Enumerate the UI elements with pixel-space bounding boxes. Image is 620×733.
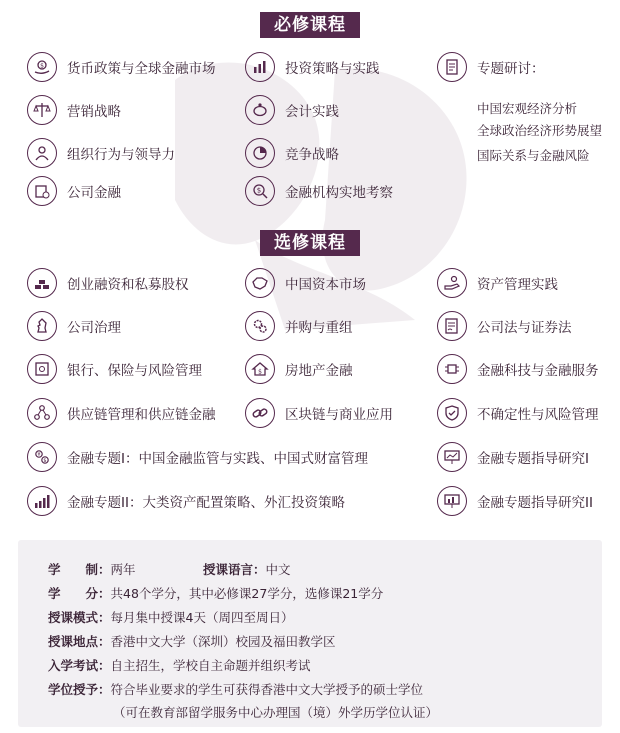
elective-courses-title: 选修课程: [260, 230, 360, 256]
course-label: 营销战略: [67, 104, 121, 120]
info-value: 每月集中授课4天（周四至周日）: [110, 610, 294, 625]
info-value: 中文: [265, 562, 291, 577]
contract-icon: [437, 311, 467, 341]
svg-text:¥: ¥: [37, 452, 41, 458]
china-map-icon: [245, 268, 275, 298]
course-label: 金融专题I：中国金融监管与实践、中国式财富管理: [67, 451, 368, 467]
info-label: 授课语言：: [203, 562, 266, 577]
course-monetary-policy: [27, 51, 216, 83]
info-degree: [48, 680, 423, 698]
course-marketing: [27, 94, 121, 126]
svg-text:$: $: [258, 368, 262, 376]
course-label: 银行、保险与风险管理: [67, 363, 202, 379]
course-label: 金融科技与金融服务: [477, 363, 599, 379]
course-label: 公司金融: [67, 185, 121, 201]
course-uncertainty-risk: [437, 397, 599, 429]
course-blockchain: [245, 397, 393, 429]
house-dollar-icon: [245, 354, 275, 384]
course-label: 投资策略与实践: [285, 61, 380, 77]
course-governance: [27, 310, 121, 342]
topic-item: 全球政治经济形势展望: [477, 123, 603, 138]
info-value: 符合毕业要求的学生可获得香港中文大学授予的硕士学位: [110, 682, 424, 697]
chess-knight-icon: [27, 311, 57, 341]
chain-link-icon: [245, 398, 275, 428]
info-duration: [48, 560, 136, 578]
gold-bars-icon: [27, 268, 57, 298]
info-value: 自主招生，学校自主命题并组织考试: [110, 658, 311, 673]
info-value: 香港中文大学（深圳）校园及福田教学区: [110, 634, 336, 649]
hand-coins-icon: [437, 268, 467, 298]
shield-check-icon: [437, 398, 467, 428]
course-label: 公司治理: [67, 320, 121, 336]
network-icon: [27, 398, 57, 428]
money-hand-icon: [27, 52, 57, 82]
bill-icon: [27, 176, 57, 206]
gears-icon: [245, 311, 275, 341]
info-value: 共48个学分，其中必修课27学分，选修课21学分: [110, 586, 384, 601]
course-corporate-law: [437, 310, 572, 342]
course-investment-strategy: [245, 51, 380, 83]
course-china-capital: [245, 267, 366, 299]
document-icon: [437, 52, 467, 82]
course-supply-chain: [27, 397, 216, 429]
course-label: 资产管理实践: [477, 277, 558, 293]
course-accounting: [245, 94, 339, 126]
info-location: [48, 632, 336, 650]
course-organizational-behavior: [27, 137, 175, 169]
info-degree-note: （可在教育部留学服务中心办理国（境）外学历学位认证）: [113, 705, 439, 720]
info-label: 学 制：: [48, 562, 111, 577]
presentation-icon: [437, 442, 467, 472]
info-label: 入学考试：: [48, 658, 111, 673]
course-asset-management: [437, 267, 558, 299]
course-label: 金融机构实地考察: [285, 185, 393, 201]
course-label: 金融专题指导研究II: [477, 495, 593, 511]
course-label: 供应链管理和供应链金融: [67, 407, 216, 423]
course-label: 货币政策与全球金融市场: [67, 61, 216, 77]
info-admission: [48, 656, 311, 674]
course-banking-insurance: [27, 353, 202, 385]
info-label: 授课模式：: [48, 610, 111, 625]
program-info-panel: [18, 540, 602, 727]
topic-item: 国际关系与金融风险: [477, 148, 590, 163]
course-finance-topic-1: [27, 441, 368, 473]
person-icon: [27, 138, 57, 168]
course-guided-research-2: [437, 485, 593, 517]
course-label: 房地产金融: [285, 363, 353, 379]
course-label: 公司法与证券法: [477, 320, 572, 336]
pie-chart-icon: [245, 138, 275, 168]
svg-text:$: $: [43, 458, 47, 464]
info-credits: [48, 584, 383, 602]
info-language: [203, 560, 291, 578]
info-label: 学 分：: [48, 586, 111, 601]
safe-icon: [27, 354, 57, 384]
info-value: 两年: [110, 562, 136, 577]
course-real-estate: [245, 353, 353, 385]
growth-bars-icon: [27, 486, 57, 516]
course-label: 会计实践: [285, 104, 339, 120]
svg-text:$: $: [256, 186, 262, 195]
scale-icon: [27, 95, 57, 125]
course-label: 专题研讨：: [477, 61, 545, 77]
info-label: 授课地点：: [48, 634, 111, 649]
dollar-magnifier-icon: [245, 176, 275, 206]
piggy-bank-icon: [245, 95, 275, 125]
course-competitive-strategy: [245, 137, 339, 169]
course-label: 金融专题指导研究I: [477, 451, 589, 467]
circuit-icon: [437, 354, 467, 384]
course-venture-pe: [27, 267, 189, 299]
course-label: 并购与重组: [285, 320, 353, 336]
course-corporate-finance: [27, 175, 121, 207]
course-label: 组织行为与领导力: [67, 147, 175, 163]
course-guided-research-1: [437, 441, 589, 473]
course-fintech: [437, 353, 599, 385]
course-ma: [245, 310, 353, 342]
course-finance-topic-2: [27, 485, 345, 517]
svg-text:$: $: [40, 62, 44, 70]
info-label: 学位授予：: [48, 682, 111, 697]
course-label: 不确定性与风险管理: [477, 407, 599, 423]
course-field-trip: [245, 175, 393, 207]
presentation-chart-icon: [437, 486, 467, 516]
course-label: 竞争战略: [285, 147, 339, 163]
required-courses-title: 必修课程: [260, 12, 360, 38]
info-mode: [48, 608, 293, 626]
course-label: 金融专题II：大类资产配置策略、外汇投资策略: [67, 495, 345, 511]
course-seminars: [437, 51, 545, 83]
topic-item: 中国宏观经济分析: [477, 101, 578, 116]
course-label: 创业融资和私募股权: [67, 277, 189, 293]
bar-chart-icon: [245, 52, 275, 82]
course-label: 中国资本市场: [285, 277, 366, 293]
currency-icon: [27, 442, 57, 472]
course-label: 区块链与商业应用: [285, 407, 393, 423]
